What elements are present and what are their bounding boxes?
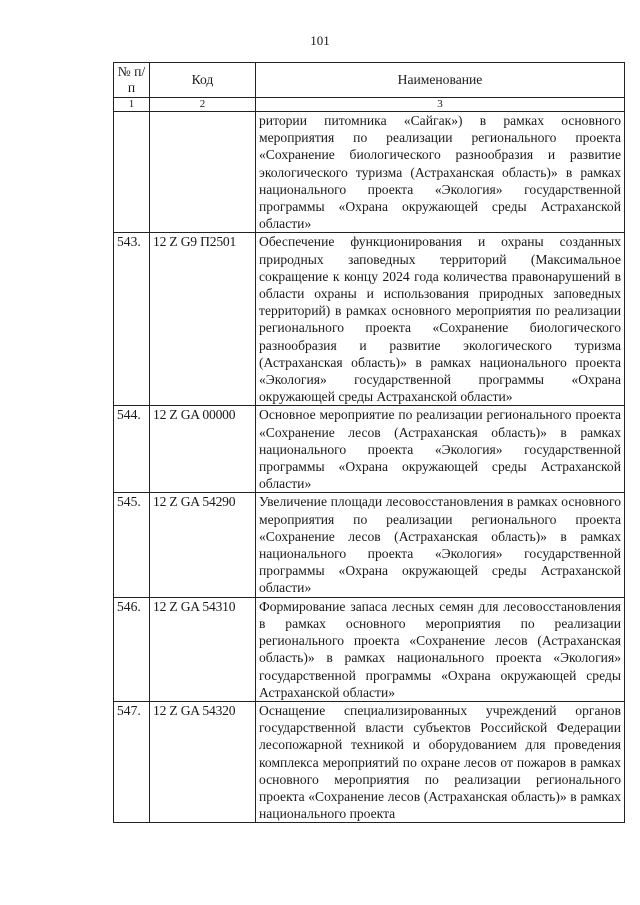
row-code: 12 Z GA 00000	[150, 406, 256, 493]
table-row	[114, 493, 625, 597]
row-name: ритории питомника «Сайгак») в рамках основного мероприятия по реализации регионального проекта «Сохранение биологического разнообразия и развитие экологического туризма (Астраханская область)» в рамках национального проекта «Экология» государственной программы «Охрана окружающей среды Астраханской области»	[256, 112, 625, 233]
table-row	[114, 233, 625, 406]
row-name: Оснащение специализированных учреждений органов государственной власти субъектов Российской Федерации лесопожарной техникой и оборудованием для проведения комплекса мероприятий по охране лесов от пожаров в рамках основного мероприятия по реализации регионального проекта «Сохранение лесов (Астраханская область)» в рамках национального проекта	[256, 701, 625, 822]
row-code: 12 Z GA 54320	[150, 701, 256, 822]
row-number: 543.	[114, 233, 150, 406]
header-name: Наименование	[256, 63, 625, 98]
row-code: 12 Z G9 П2501	[150, 233, 256, 406]
column-index-1: 1	[114, 98, 150, 112]
row-name: Обеспечение функционирования и охраны созданных природных заповедных территорий (Максимальное сокращение к концу 2024 года количества правонарушений в области охраны и использования природных заповедных территорий) в рамках основного мероприятия по реализации регионального проекта «Сохранение биологического разнообразия и развитие экологического туризма (Астраханская область)» в рамках национального проекта «Экология» государственной программы «Охрана окружающей среды Астраханской области»	[256, 233, 625, 406]
row-number: 544.	[114, 406, 150, 493]
row-code	[150, 112, 256, 233]
row-name: Увеличение площади лесовосстановления в рамках основного мероприятия по реализации регионального проекта «Сохранение лесов (Астраханская область)» в рамках национального проекта «Экология» государственной программы «Охрана окружающей среды Астраханской области»	[256, 493, 625, 597]
row-code: 12 Z GA 54290	[150, 493, 256, 597]
header-code: Код	[150, 63, 256, 98]
table-row	[114, 701, 625, 822]
table-row	[114, 597, 625, 701]
table-header	[114, 63, 625, 112]
column-index-3: 3	[256, 98, 625, 112]
row-number: 546.	[114, 597, 150, 701]
table-row	[114, 112, 625, 233]
row-code: 12 Z GA 54310	[150, 597, 256, 701]
column-index-2: 2	[150, 98, 256, 112]
row-number	[114, 112, 150, 233]
row-name: Формирование запаса лесных семян для лесовосстановления в рамках основного мероприятия по реализации регионального проекта «Сохранение лесов (Астраханская область)» в рамках национального проекта «Экология» государственной программы «Охрана окружающей среды Астраханской области»	[256, 597, 625, 701]
row-number: 545.	[114, 493, 150, 597]
row-number: 547.	[114, 701, 150, 822]
header-num: № п/п	[114, 63, 150, 98]
table-row	[114, 406, 625, 493]
row-name: Основное мероприятие по реализации регионального проекта «Сохранение лесов (Астраханская область)» в рамках национального проекта «Экология» государственной программы «Охрана окружающей среды Астраханской области»	[256, 406, 625, 493]
budget-classification-table	[113, 62, 625, 823]
page-number: 101	[310, 33, 330, 48]
